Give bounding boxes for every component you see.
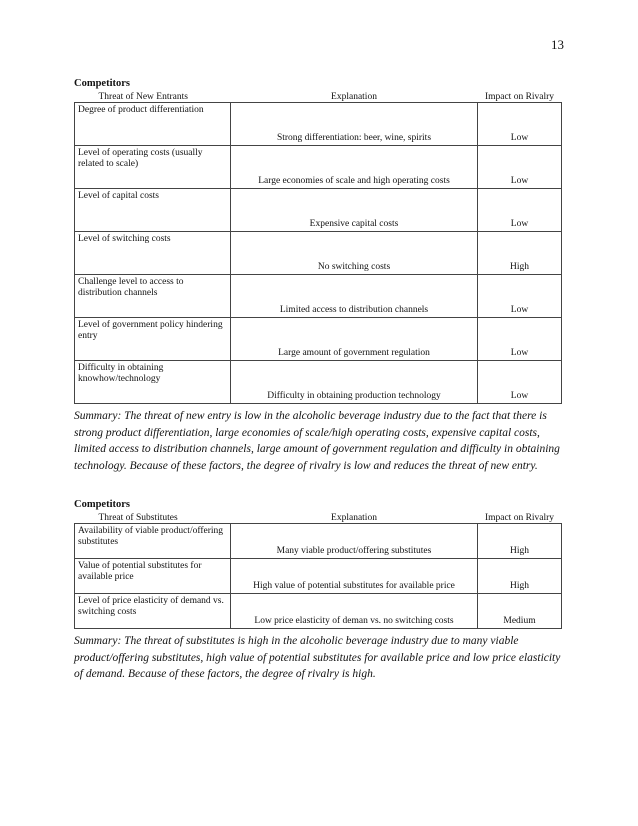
factor-cell: Level of capital costs bbox=[75, 188, 231, 231]
page-number: 13 bbox=[551, 37, 564, 52]
factor-cell: Level of switching costs bbox=[75, 231, 231, 274]
table-heading: Competitors bbox=[74, 78, 130, 89]
table-row bbox=[75, 145, 562, 188]
factor-cell: Value of potential substitutes for available price bbox=[75, 558, 231, 593]
impact-cell: Low bbox=[478, 360, 562, 403]
explanation-cell: High value of potential substitutes for available price bbox=[231, 558, 478, 593]
impact-cell: Low bbox=[478, 102, 562, 145]
impact-cell: Low bbox=[478, 274, 562, 317]
factor-cell: Difficulty in obtaining knowhow/technology bbox=[75, 360, 231, 403]
table-row bbox=[75, 102, 562, 145]
substitutes-table bbox=[74, 510, 562, 629]
column-header-impact: Impact on Rivalry bbox=[478, 89, 562, 102]
factor-cell: Level of price elasticity of demand vs. switching costs bbox=[75, 593, 231, 628]
column-header-factor: Threat of Substitutes bbox=[75, 510, 231, 523]
table-header-row bbox=[75, 510, 562, 523]
factor-cell: Challenge level to access to distribution channels bbox=[75, 274, 231, 317]
explanation-cell: Many viable product/offering substitutes bbox=[231, 523, 478, 558]
column-header-impact: Impact on Rivalry bbox=[478, 510, 562, 523]
column-header-explanation: Explanation bbox=[231, 510, 478, 523]
substitutes-table-block bbox=[74, 499, 562, 629]
explanation-cell: Difficulty in obtaining production technology bbox=[231, 360, 478, 403]
table-heading: Competitors bbox=[74, 499, 130, 510]
impact-cell: Low bbox=[478, 317, 562, 360]
table-row bbox=[75, 231, 562, 274]
factor-cell: Degree of product differentiation bbox=[75, 102, 231, 145]
factor-cell: Availability of viable product/offering substitutes bbox=[75, 523, 231, 558]
factor-cell: Level of government policy hindering entry bbox=[75, 317, 231, 360]
column-header-explanation: Explanation bbox=[231, 89, 478, 102]
summary-new-entrants: Summary: The threat of new entry is low in the alcoholic beverage industry due to the fact that there is strong product differentiation, large economies of scale/high operating costs, expensive capital costs, limited access to distribution channels, large amount of government regulation and difficulty in obtaining technology. Because of these factors, the degree of rivalry is low and reduces the threat of new entry. bbox=[74, 410, 560, 472]
factor-cell: Level of operating costs (usually related to scale) bbox=[75, 145, 231, 188]
impact-cell: Low bbox=[478, 145, 562, 188]
explanation-cell: Large economies of scale and high operating costs bbox=[231, 145, 478, 188]
table-row bbox=[75, 593, 562, 628]
impact-cell: High bbox=[478, 558, 562, 593]
impact-cell: Low bbox=[478, 188, 562, 231]
impact-cell: Medium bbox=[478, 593, 562, 628]
new-entrants-table-block bbox=[74, 78, 562, 404]
explanation-cell: Expensive capital costs bbox=[231, 188, 478, 231]
table-row bbox=[75, 360, 562, 403]
table-row bbox=[75, 188, 562, 231]
column-header-factor: Threat of New Entrants bbox=[75, 89, 231, 102]
explanation-cell: Limited access to distribution channels bbox=[231, 274, 478, 317]
table-header-row bbox=[75, 89, 562, 102]
table-row bbox=[75, 523, 562, 558]
explanation-cell: No switching costs bbox=[231, 231, 478, 274]
impact-cell: High bbox=[478, 231, 562, 274]
summary-substitutes: Summary: The threat of substitutes is high in the alcoholic beverage industry due to many viable product/offering substitutes, high value of potential substitutes for available price and low price elasticity of demand. Because of these factors, the degree of rivalry is high. bbox=[74, 635, 561, 680]
explanation-cell: Low price elasticity of deman vs. no switching costs bbox=[231, 593, 478, 628]
impact-cell: High bbox=[478, 523, 562, 558]
new-entrants-table bbox=[74, 89, 562, 404]
table-row bbox=[75, 558, 562, 593]
explanation-cell: Strong differentiation: beer, wine, spirits bbox=[231, 102, 478, 145]
table-row bbox=[75, 317, 562, 360]
explanation-cell: Large amount of government regulation bbox=[231, 317, 478, 360]
table-row bbox=[75, 274, 562, 317]
